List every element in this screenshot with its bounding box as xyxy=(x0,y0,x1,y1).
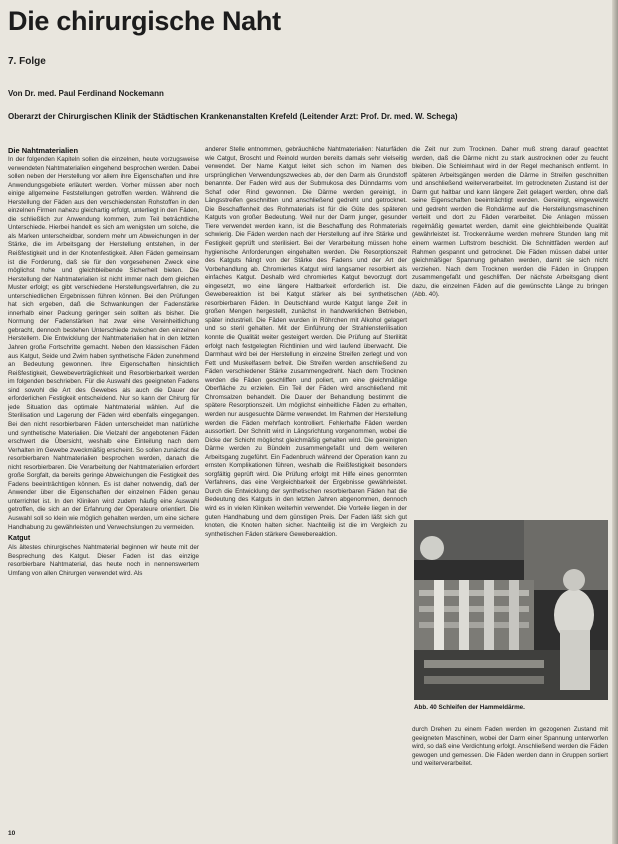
author-position: Oberarzt der Chirurgischen Klinik der Städtischen Krankenanstalten Krefeld (Leitender Arzt: Prof. Dr. med. W. Schega) xyxy=(8,112,458,121)
column-1-katgut-body: Als ältestes chirurgisches Nahtmaterial beginnen wir heute mit der Besprechung des Katgut. Dieser Faden ist das einzige resorbierbare Nahtmaterial, das heute noch in nennenswertem Umfang von allen Chirurgen verwendet wird. Als xyxy=(8,544,199,577)
section-heading: Die Nahtmaterialien xyxy=(8,146,79,155)
page-number: 10 xyxy=(8,830,16,837)
factory-photo xyxy=(414,520,608,700)
page-edge-shadow xyxy=(612,0,618,844)
figure-caption: Abb. 40 Schleifen der Hammeldärme. xyxy=(414,704,525,711)
column-3-body: die Zeit nur zum Trocknen. Daher muß streng darauf geachtet werden, daß die Därme nicht zu stark austrocknen oder zu feucht bleiben. Die Schleimhaut wird in der Regel mechanisch entfernt. In späteren Arbeitsgängen werden die Därme in Streifen geschnitten und anschließend weiterverarbeitet. Im getrockneten Zustand ist der Darm gut haltbar und kann längere Zeit gelagert werden, ohne daß seine Eigenschaften beeinträchtigt werden. Gereinigt, eingeweicht und gedreht werden die Rohdärme auf die Herstellungsmaschinen verteilt und dort zu Fäden verarbeitet. Die Anlagen müssen regelmäßig gewartet werden, damit eine gleichbleibende Qualität gewährleistet ist. Trockenräume werden mehrere Stunden lang mit einem warmen Luftstrom beschickt. Die Schnittfäden werden auf Rahmen gespannt und getrocknet. Die Fäden müssen dabei unter gleichmäßiger Spannung gehalten werden, damit sie sich nicht verziehen. Nach dem Trocknen werden die Fäden in Gruppen zusammengefaßt und geschliffen. Der nächste Arbeitsgang dient dazu, die einzelnen Fäden auf die gewünschte Länge zu bringen (Abb. 40). xyxy=(412,146,608,299)
text-column-3-continued xyxy=(412,726,608,838)
text-column-1 xyxy=(8,146,199,836)
text-column-2 xyxy=(205,146,407,836)
subsection-heading: Katgut xyxy=(8,535,31,543)
article-author: Von Dr. med. Paul Ferdinand Nockemann xyxy=(8,89,164,98)
article-title: Die chirurgische Naht xyxy=(8,6,281,36)
article-part: 7. Folge xyxy=(8,56,46,67)
column-3-continued-body: durch Drehen zu einem Faden werden im gezogenen Zustand mit geeigneten Maschinen, wobei der Darm einer Spannung unterworfen wird, so daß eine Verdichtung erfolgt. Anschließend werden die Fäden gewogen und gemessen. Die Fäden werden dann in Gruppen sortiert und weiterverarbeitet. xyxy=(412,726,608,768)
text-column-3 xyxy=(412,146,608,518)
column-2-body: anderer Stelle entnommen, gebräuchliche Nahtmaterialien: Naturfäden wie Catgut, Broscht und Reinold wurden bereits damals sehr vielseitig verwendet. Der Name Katgut leitet sich schon im Namen des ursprünglichen Verwendungszweckes ab, der den Darm als Grundstoff benannte. Der Faden wird aus der Submukosa des Dünndarms vom Schaf oder Rind gewonnen. Die Därme werden gereinigt, in Längsstreifen geschnitten und anschließend gedreht und getrocknet. Die Beschaffenheit des Rohmaterials ist für die Güte des späteren Katguts von großer Bedeutung. Weil nur der Darm junger, gesunder Tiere verwendet werden kann, ist die Beschaffung des Rohmaterials schwierig. Die Fäden werden nach der Herstellung auf ihre Stärke und Festigkeit geprüft und sterilisiert. Bei der Verarbeitung müssen hohe hygienische Anforderungen eingehalten werden. Die Resorptionszeit des Katguts hängt von der Stärke des Fadens und der Art der Vorbehandlung ab. Chromiertes Katgut wird langsamer resorbiert als einfaches Katgut. Deshalb wird chromiertes Katgut bevorzugt dort eingesetzt, wo eine längere Haltbarkeit erforderlich ist. Die Gewebereaktion ist bei Katgut stärker als bei synthetischen resorbierbaren Fäden. In Deutschland wurde Katgut lange Zeit in großen Mengen hergestellt, zunächst in handwerklichen Betrieben, später industriell. Die Fäden wurden in Röhrchen mit Alkohol gelagert und so steril gehalten. Mit der Einführung der Strahlensterilisation konnte die Qualität weiter gesteigert werden. Die Prüfung auf Sterilität erfolgt nach festgelegten Richtlinien und wird laufend überwacht. Die Darmhaut wird bei der Herstellung in einzelne Streifen zerlegt und von Fett und Muskelfasern befreit. Die Streifen werden anschließend zu Fäden verschiedener Stärke zusammengedreht. Nach dem Trocknen werden die Fäden geschliffen und poliert, um eine gleichmäßige Oberfläche zu erzielen. Ein Teil der Fäden wird anschließend mit Chromsalzen behandelt. Die Dauer der Behandlung bestimmt die spätere Resorptionszeit. Um möglichst einheitliche Fäden zu erhalten, werden nur ausgesuchte Därme verwendet. Im Rahmen der Herstellung werden die Fäden mehrfach kontrolliert. Fehlerhafte Fäden werden aussortiert. Der Schnitt wird in Längsrichtung vorgenommen, wobei die Dicke der Schicht möglichst gleichmäßig gehalten wird. Die gereinigten Därme werden zu Bündeln zusammengefaßt und dem weiteren Arbeitsgang zugeführt. Ein Fadenbruch während der Operation kann zu ernsten Komplikationen führen, weshalb die Reißfestigkeit besonders sorgfältig geprüft wird. Die Prüfung erfolgt mit Hilfe eines genormten Verfahrens, das eine Vergleichbarkeit der Ergebnisse gewährleistet. Durch die Entwicklung der synthetischen resorbierbaren Fäden hat die Bedeutung des Katguts in den letzten Jahren abgenommen, dennoch wird es in vielen Kliniken weiterhin verwendet. Die Vorteile liegen in der guten Handhabung und dem günstigen Preis. Der Faden läßt sich gut knoten, die Knoten halten sicher. Nachteilig ist die im Vergleich zu synthetischen Fäden stärkere Gewebereaktion. xyxy=(205,146,407,538)
photo-illustration xyxy=(414,520,608,700)
column-1-body: In der folgenden Kapiteln sollen die einzelnen, heute vorzugsweise verwendeten Nahtmaterialien eingehend besprochen werden. Dabei sollen neben der Herstellung vor allem ihre Eigenschaften und ihre Anwendungsgebiete erläutert werden. Vorher müssen aber noch einige allgemeine Feststellungen getroffen werden. Während die Herstellung der Fäden aus den verschiedensten Rohstoffen in den einzelnen Firmen nahezu gleichartig erfolgt, unterliegt in den Fäden, die schließlich zur Anwendung kommen, zum Teil beträchtliche Unterschiede. Hierbei handelt es sich am wenigsten um solche, die als Marken unterscheidbar, sondern mehr um Abweichungen in der Stärke, die im Arbeitsgang der Herstellung entstehen, in der Reißfestigkeit und in der Knotenfestigkeit. Allen Fäden gemeinsam ist die Forderung, daß sie für den vorgesehenen Zweck eine möglichst hohe und gleichbleibende Sicherheit bieten. Die Herstellung der Nahtmaterialien ist nicht immer nach dem gleichen Muster erfolgt; es gibt verschiedene Herstellungsverfahren, die zu unterschiedlichen Ergebnissen führen können. Bei den Prüfungen hat sich ergeben, daß die Schwankungen der Fadenstärke innerhalb einer Packung geringer sein sollten als bisher. Die Normung der Fadenstärken hat zwar eine Vereinheitlichung gebracht, dennoch bestehen Unterschiede zwischen den einzelnen Herstellern. Die Entwicklung der Nahtmaterialien hat in den letzten Jahren große Fortschritte gemacht. Neben den klassischen Fäden aus Katgut, Seide und Zwirn haben synthetische Fäden zunehmend an Bedeutung gewonnen. Ihre Eigenschaften hinsichtlich Reißfestigkeit, Gewebeverträglichkeit und Resorbierbarkeit werden im folgenden beschrieben. Für die Auswahl des geeigneten Fadens sind sowohl die Art des Gewebes als auch die Dauer der erforderlichen Festigkeit entscheidend. Nur so kann der Chirurg für jede Situation das optimale Nahtmaterial wählen. Auf die Sterilisation und Lagerung der Fäden wird ebenfalls eingegangen. Bei den nicht resorbierbaren Fäden unterscheidet man natürliche und synthetische Materialien. Die Vielzahl der angebotenen Fäden erschwert die Übersicht, weshalb eine Einteilung nach dem Verhalten im Gewebe zweckmäßig erscheint. So sollen zunächst die resorbierbaren Nahtmaterialien besprochen werden, danach die nicht resorbierbaren. Die Verarbeitung der Nahtmaterialien erfordert große Sorgfalt, da bereits geringe Abweichungen die Festigkeit des Fadens beeinträchtigen können. Es ist daher notwendig, daß der Anwender über die Eigenschaften der einzelnen Fäden genau unterrichtet ist. In den Kliniken wird zudem häufig eine Auswahl getroffen, die sich an der Erfahrung der Operateure orientiert. Die Auswahl soll so klein wie möglich gehalten werden, um eine sichere Handhabung zu gewährleisten und Verwechslungen zu vermeiden. xyxy=(8,156,199,531)
